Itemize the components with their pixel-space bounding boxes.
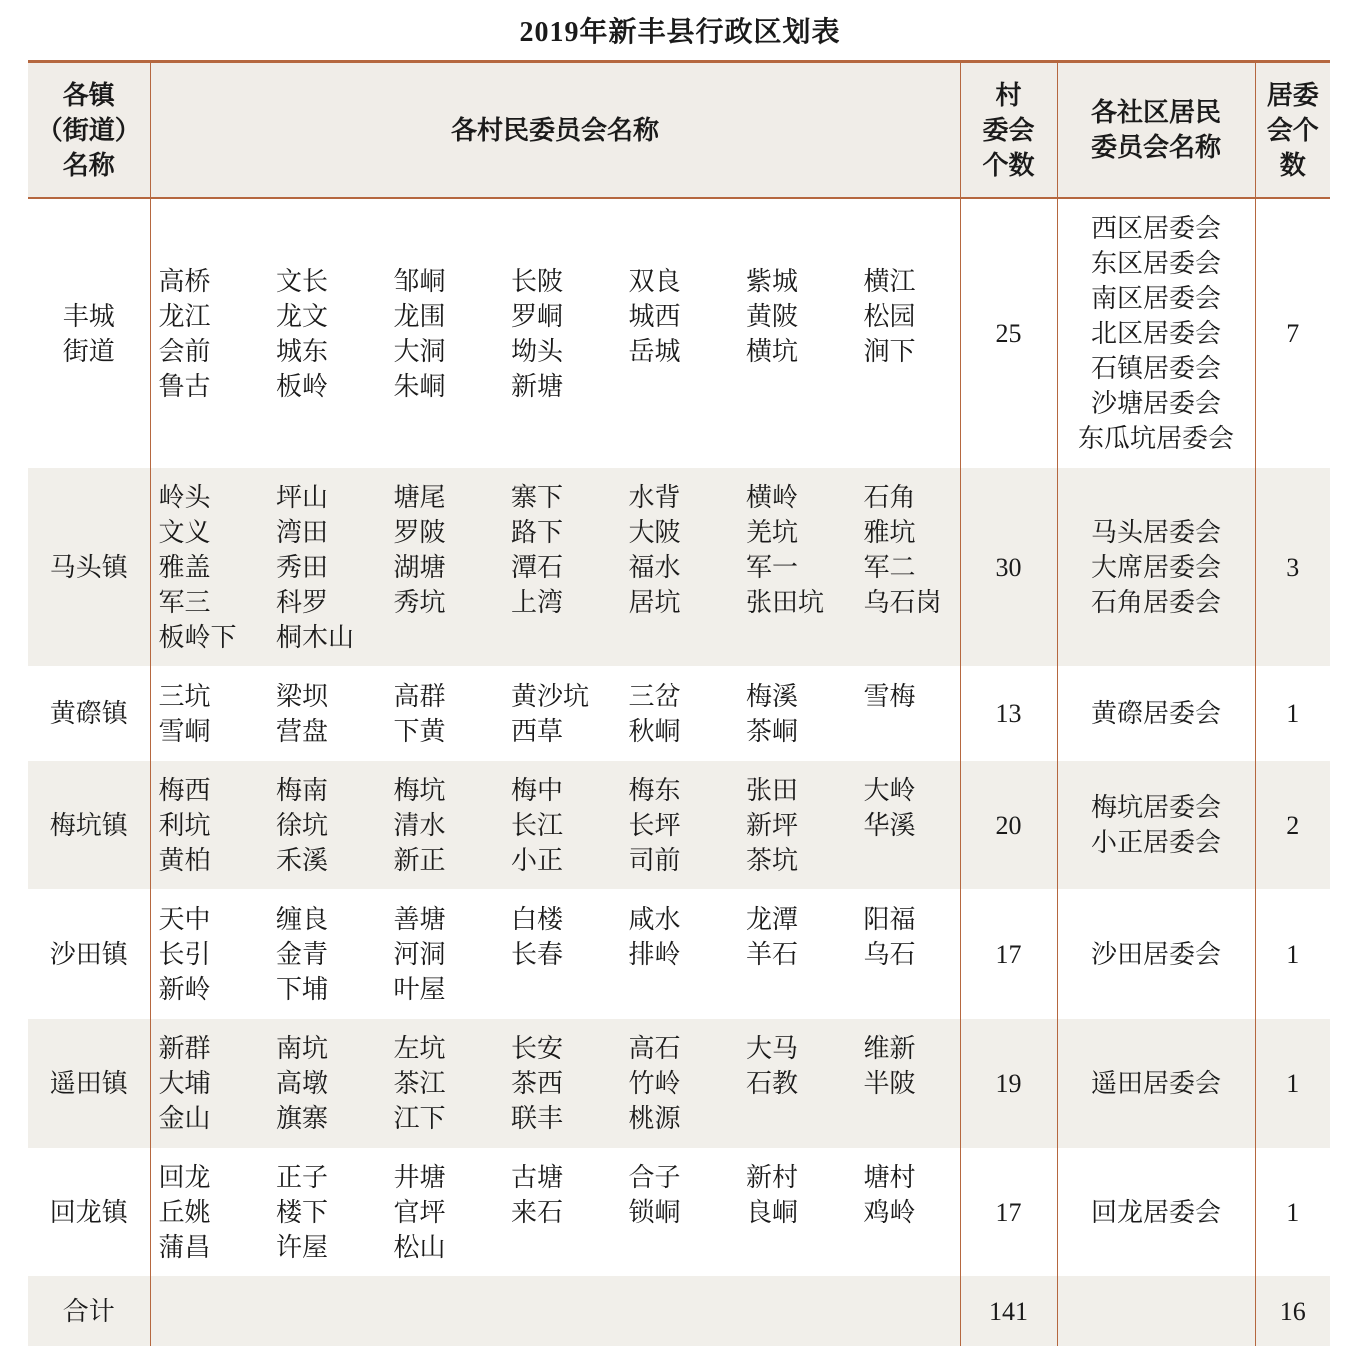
community-name: 南区居委会 [1090, 284, 1221, 313]
village-name: 古塘 [511, 1162, 564, 1192]
village-name: 长陂 [511, 266, 564, 296]
village-name: 良峒 [746, 1197, 799, 1227]
total-label: 合计 [28, 1276, 150, 1346]
village-count: 17 [960, 1148, 1057, 1276]
village-name: 下黄 [393, 716, 446, 746]
village-name: 鸡岭 [863, 1197, 916, 1227]
village-name: 河洞 [393, 939, 446, 969]
village-name: 左坑 [393, 1034, 446, 1063]
community-list [1057, 1019, 1255, 1148]
village-count: 20 [960, 761, 1057, 889]
community-name: 沙塘居委会 [1090, 389, 1221, 418]
village-name: 联丰 [511, 1104, 564, 1133]
admin-division-table [28, 60, 1330, 1346]
village-name: 三坑 [158, 681, 211, 711]
table-row [28, 1148, 1330, 1276]
community-count: 1 [1286, 699, 1300, 728]
header-row [28, 62, 1330, 199]
community-count: 7 [1286, 319, 1300, 348]
village-name: 半陂 [863, 1069, 916, 1098]
village-name: 新岭 [158, 974, 211, 1004]
village-name: 梅西 [158, 775, 211, 805]
village-name: 锁峒 [628, 1197, 681, 1227]
village-name: 大埔 [158, 1069, 211, 1098]
village-name: 天中 [158, 904, 211, 934]
village-list [150, 666, 960, 761]
village-name: 军二 [863, 552, 916, 582]
community-name: 遥田居委会 [1090, 1069, 1221, 1098]
village-name: 板岭 [276, 371, 329, 401]
community-name: 马头居委会 [1090, 517, 1221, 547]
village-name: 黄沙坑 [511, 681, 590, 711]
village-name: 大陂 [628, 517, 681, 547]
village-name: 营盘 [276, 716, 329, 746]
village-name: 来石 [511, 1197, 564, 1227]
community-name: 黄磜居委会 [1090, 699, 1221, 728]
village-count: 19 [960, 1019, 1057, 1148]
village-name: 湖塘 [393, 552, 446, 582]
village-name: 阳福 [863, 904, 916, 934]
village-name: 大岭 [863, 775, 916, 805]
village-count: 30 [960, 468, 1057, 666]
village-name: 松园 [863, 301, 916, 331]
village-name: 清水 [393, 810, 446, 840]
village-line [159, 515, 960, 550]
table-title: 2019年新丰县行政区划表 [519, 17, 841, 48]
village-name: 高石 [628, 1034, 681, 1063]
village-name: 大洞 [393, 336, 446, 366]
village-name: 大马 [746, 1034, 799, 1063]
village-name: 文义 [158, 517, 211, 547]
village-name: 横坑 [746, 336, 799, 366]
village-name: 三岔 [628, 681, 681, 711]
village-list [150, 1019, 960, 1148]
village-name: 乌石 [863, 939, 916, 969]
total-community-count: 16 [1279, 1296, 1306, 1326]
village-name: 横江 [863, 266, 916, 296]
village-name: 蒲昌 [158, 1232, 211, 1262]
village-line [159, 1101, 960, 1136]
community-name: 北区居委会 [1090, 319, 1221, 348]
village-name: 文长 [276, 266, 329, 296]
village-line [159, 369, 960, 404]
village-name: 利坑 [158, 810, 211, 840]
village-name: 长江 [511, 810, 564, 840]
village-name: 白楼 [511, 904, 564, 934]
village-count: 17 [960, 889, 1057, 1019]
village-name: 羌坑 [746, 517, 799, 547]
header-villages: 各村民委员会名称 [150, 62, 960, 199]
village-name: 黄陂 [746, 301, 799, 331]
village-name: 罗峒 [511, 301, 564, 331]
village-line [159, 679, 960, 714]
village-line [159, 585, 960, 620]
village-name: 桃源 [628, 1104, 681, 1133]
village-name: 咸水 [628, 904, 681, 934]
village-line [159, 299, 960, 334]
village-name: 上湾 [511, 587, 564, 617]
village-line [159, 1195, 960, 1230]
village-name: 龙江 [158, 301, 211, 331]
village-name: 竹岭 [628, 1069, 681, 1098]
village-name: 下埔 [276, 974, 329, 1004]
village-name: 长春 [511, 939, 564, 969]
village-name: 科罗 [276, 587, 329, 617]
community-count: 3 [1286, 552, 1300, 582]
village-name: 江下 [393, 1104, 446, 1133]
village-name: 楼下 [276, 1197, 329, 1227]
village-name: 西草 [511, 716, 564, 746]
village-name: 罗陂 [393, 517, 446, 547]
village-line [159, 620, 960, 655]
town-name: 沙田镇 [28, 889, 150, 1019]
village-name: 雪峒 [158, 716, 211, 746]
village-name: 旗寨 [276, 1104, 329, 1133]
village-name: 羊石 [746, 939, 799, 969]
village-list [150, 468, 960, 666]
header-village-count: 村 委会 个数 [960, 62, 1057, 199]
village-line [159, 264, 960, 299]
village-name: 井塘 [393, 1162, 446, 1192]
village-name: 官坪 [393, 1197, 446, 1227]
village-count: 13 [960, 666, 1057, 761]
community-name: 西区居委会 [1090, 214, 1221, 243]
village-name: 坳头 [511, 336, 564, 366]
village-name: 石角 [863, 482, 916, 512]
village-name: 金青 [276, 939, 329, 969]
village-name: 城西 [628, 301, 681, 331]
village-name: 梅东 [628, 775, 681, 805]
village-name: 梅中 [511, 775, 564, 805]
village-name: 司前 [628, 845, 681, 875]
village-name: 桐木山 [276, 622, 355, 652]
town-name: 丰城 街道 [28, 198, 150, 468]
village-name: 徐坑 [276, 810, 329, 840]
village-name: 梁坝 [276, 681, 329, 711]
community-count: 2 [1286, 810, 1300, 840]
village-name: 华溪 [863, 810, 916, 840]
community-name: 小正居委会 [1090, 828, 1221, 857]
village-name: 高桥 [158, 266, 211, 296]
village-name: 排岭 [628, 939, 681, 969]
village-name: 茶西 [511, 1069, 564, 1098]
village-name: 梅南 [276, 775, 329, 805]
town-name: 回龙镇 [28, 1148, 150, 1276]
village-name: 朱峒 [393, 371, 446, 401]
village-name: 鲁古 [158, 371, 211, 401]
village-name: 水背 [628, 482, 681, 512]
village-name: 禾溪 [276, 845, 329, 875]
header-community-count: 居委 会个 数 [1255, 62, 1330, 199]
village-line [159, 1160, 960, 1195]
village-name: 回龙 [158, 1162, 211, 1192]
village-name: 紫城 [746, 266, 799, 296]
table-row [28, 1019, 1330, 1148]
community-name: 沙田居委会 [1090, 939, 1221, 969]
village-name: 许屋 [276, 1232, 329, 1262]
village-name: 长引 [158, 939, 211, 969]
village-name: 梅坑 [393, 775, 446, 805]
village-name: 路下 [511, 517, 564, 547]
community-list [1057, 468, 1255, 666]
community-list [1057, 761, 1255, 889]
village-name: 小正 [511, 845, 564, 875]
town-name: 马头镇 [28, 468, 150, 666]
village-name: 张田 [746, 775, 799, 805]
village-name: 善塘 [393, 904, 446, 934]
village-name: 横岭 [746, 482, 799, 512]
village-name: 龙文 [276, 301, 329, 331]
town-name: 梅坑镇 [28, 761, 150, 889]
village-name: 新塘 [511, 371, 564, 401]
village-name: 寨下 [511, 482, 564, 512]
village-name: 茶峒 [746, 716, 799, 746]
village-count: 25 [960, 198, 1057, 468]
village-name: 坪山 [276, 482, 329, 512]
village-name: 梅溪 [746, 681, 799, 711]
town-name: 黄磜镇 [28, 666, 150, 761]
village-line [159, 773, 960, 808]
total-row [28, 1276, 1330, 1346]
village-list [150, 198, 960, 468]
village-name: 军一 [746, 552, 799, 582]
community-count: 1 [1286, 939, 1300, 969]
community-name: 石角居委会 [1090, 587, 1221, 617]
total-communities-empty [1057, 1276, 1255, 1346]
village-line [159, 1031, 960, 1066]
community-name: 回龙居委会 [1090, 1197, 1221, 1227]
village-name: 乌石岗 [863, 587, 942, 617]
village-line [159, 937, 960, 972]
village-name: 丘姚 [158, 1197, 211, 1227]
village-list [150, 889, 960, 1019]
village-line [159, 808, 960, 843]
community-count: 1 [1286, 1069, 1300, 1098]
village-line [159, 972, 960, 1007]
village-name: 塘尾 [393, 482, 446, 512]
community-name: 梅坑居委会 [1090, 793, 1221, 822]
village-name: 新群 [158, 1034, 211, 1063]
village-name: 金山 [158, 1104, 211, 1133]
village-name: 石教 [746, 1069, 799, 1098]
village-name: 板岭下 [158, 622, 237, 652]
community-name: 大席居委会 [1090, 552, 1221, 582]
village-line [159, 480, 960, 515]
village-name: 长安 [511, 1034, 564, 1063]
village-line [159, 550, 960, 585]
village-name: 维新 [863, 1034, 916, 1063]
total-village-count: 141 [960, 1276, 1057, 1346]
village-name: 长坪 [628, 810, 681, 840]
header-town: 各镇 （街道） 名称 [28, 62, 150, 199]
table-body [28, 198, 1330, 1346]
village-name: 高群 [393, 681, 446, 711]
community-list [1057, 666, 1255, 761]
village-line [159, 902, 960, 937]
village-name: 茶江 [393, 1069, 446, 1098]
village-line [159, 1066, 960, 1101]
village-name: 潭石 [511, 552, 564, 582]
village-name: 雪梅 [863, 681, 916, 711]
village-name: 会前 [158, 336, 211, 366]
village-name: 邹峒 [393, 266, 446, 296]
community-name: 东区居委会 [1090, 249, 1221, 278]
village-name: 叶屋 [393, 974, 446, 1004]
village-name: 雅坑 [863, 517, 916, 547]
village-name: 双良 [628, 266, 681, 296]
village-name: 张田坑 [746, 587, 825, 617]
table-row [28, 468, 1330, 666]
village-name: 松山 [393, 1232, 446, 1262]
village-name: 居坑 [628, 587, 681, 617]
village-name: 新正 [393, 845, 446, 875]
header-communities: 各社区居民 委员会名称 [1057, 62, 1255, 199]
village-name: 南坑 [276, 1034, 329, 1063]
table-row [28, 666, 1330, 761]
village-name: 军三 [158, 587, 211, 617]
village-name: 涧下 [863, 336, 916, 366]
village-name: 缠良 [276, 904, 329, 934]
village-line [159, 334, 960, 369]
village-list [150, 761, 960, 889]
total-villages-empty [150, 1276, 960, 1346]
village-name: 黄柏 [158, 845, 211, 875]
village-name: 塘村 [863, 1162, 916, 1192]
village-name: 秀田 [276, 552, 329, 582]
village-name: 龙潭 [746, 904, 799, 934]
village-list [150, 1148, 960, 1276]
table-row [28, 889, 1330, 1019]
village-name: 新坪 [746, 810, 799, 840]
village-line [159, 843, 960, 878]
village-name: 城东 [276, 336, 329, 366]
table-row [28, 761, 1330, 889]
village-name: 福水 [628, 552, 681, 582]
community-list [1057, 198, 1255, 468]
town-name: 遥田镇 [28, 1019, 150, 1148]
village-name: 岳城 [628, 336, 681, 366]
village-name: 雅盖 [158, 552, 211, 582]
village-name: 秋峒 [628, 716, 681, 746]
community-name: 石镇居委会 [1090, 354, 1221, 383]
table-row [28, 198, 1330, 468]
village-name: 龙围 [393, 301, 446, 331]
village-name: 新村 [746, 1162, 799, 1192]
village-name: 合子 [628, 1162, 681, 1192]
community-name: 东瓜坑居委会 [1077, 424, 1234, 453]
village-line [159, 714, 960, 749]
community-list [1057, 889, 1255, 1019]
village-name: 高墩 [276, 1069, 329, 1098]
community-list [1057, 1148, 1255, 1276]
village-name: 茶坑 [746, 845, 799, 875]
village-name: 岭头 [158, 482, 211, 512]
village-name: 正子 [276, 1162, 329, 1192]
village-line [159, 1230, 960, 1265]
village-name: 秀坑 [393, 587, 446, 617]
village-name: 湾田 [276, 517, 329, 547]
community-count: 1 [1286, 1197, 1300, 1227]
